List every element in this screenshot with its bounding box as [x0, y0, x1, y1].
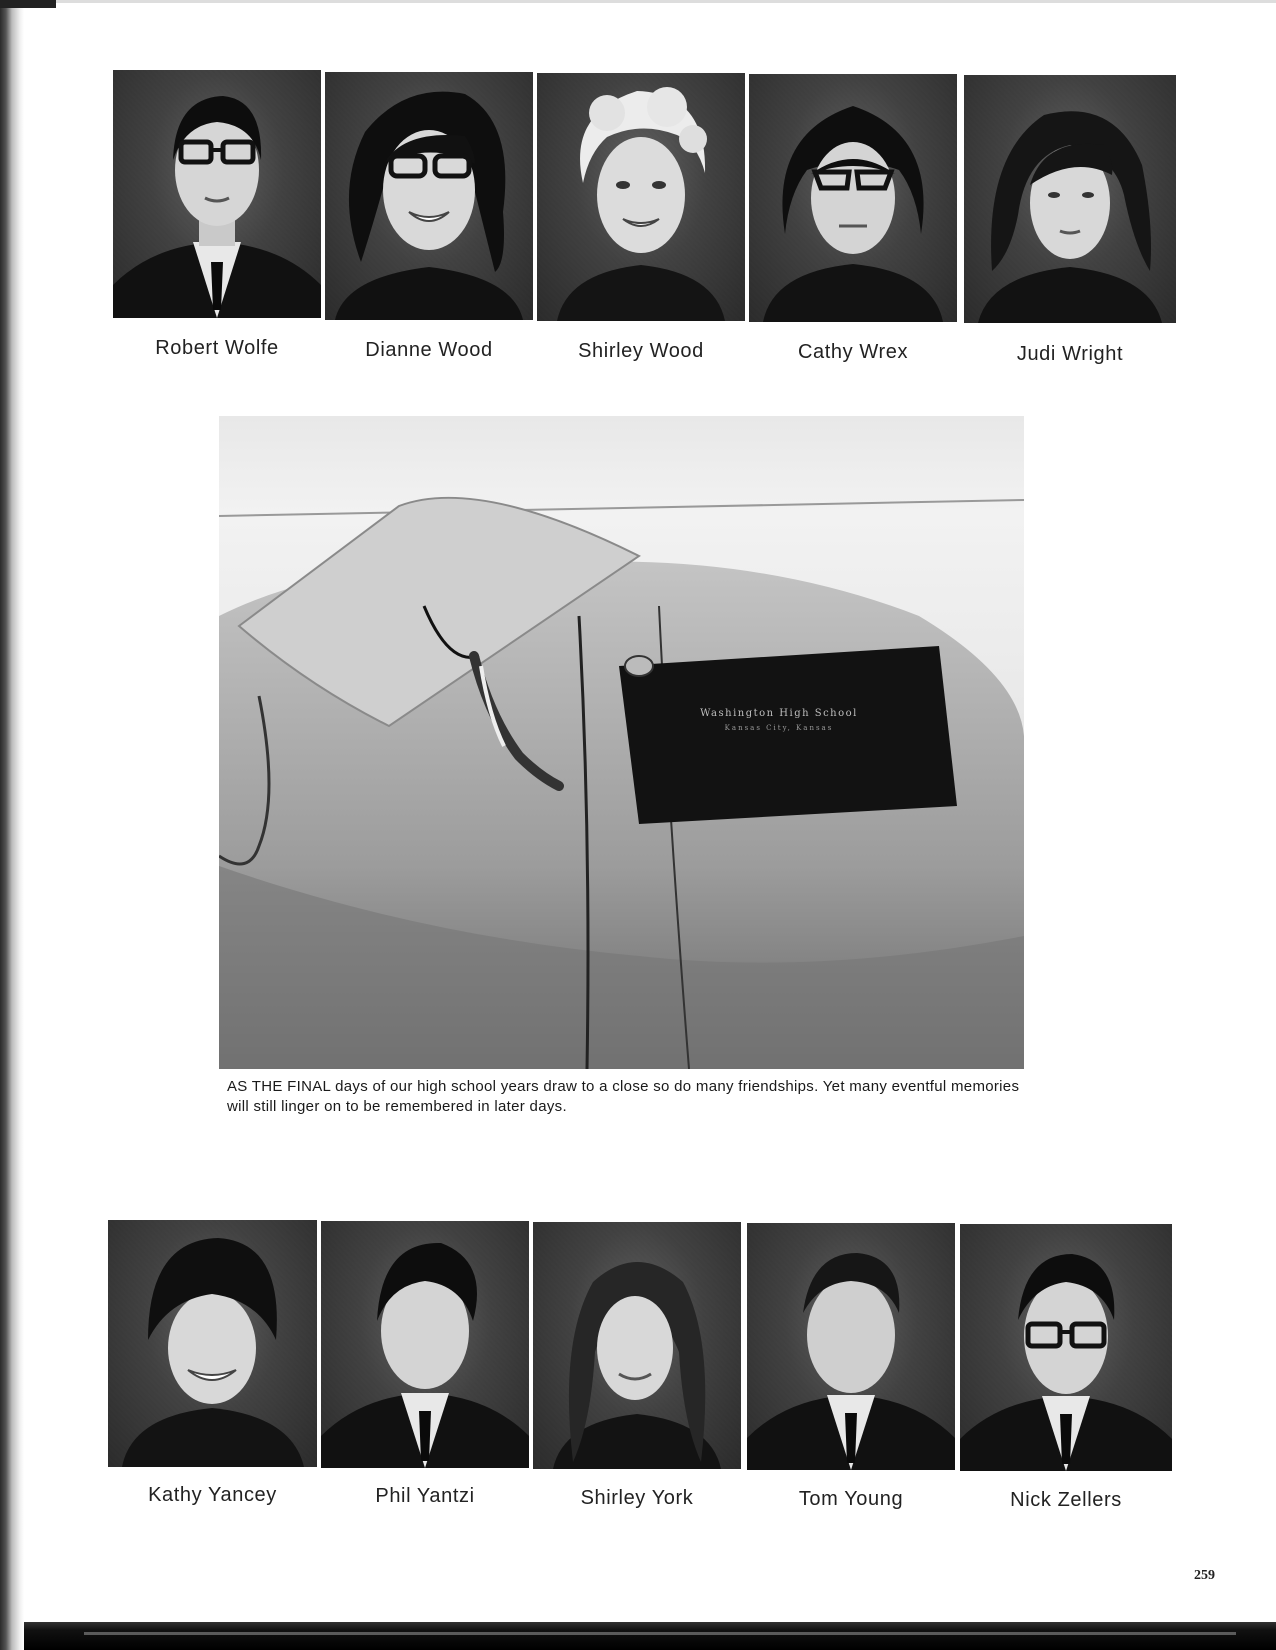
portrait-shirley-wood	[537, 73, 745, 321]
page-gutter	[0, 0, 24, 1650]
graduation-still-life	[219, 416, 1024, 1069]
scan-corner-mark	[0, 0, 56, 8]
student-name: Nick Zellers	[1010, 1489, 1122, 1511]
portrait-phil-yantzi	[321, 1221, 529, 1468]
student-name: Judi Wright	[1016, 343, 1124, 365]
student-name: Shirley Wood	[578, 340, 704, 362]
portrait-robert-wolfe	[113, 70, 321, 318]
scan-top-edge	[56, 0, 1276, 3]
portrait-judi-wright	[964, 75, 1176, 323]
portrait-tom-young	[747, 1223, 955, 1470]
diploma-subtitle: Kansas City, Kansas	[724, 724, 834, 732]
caption-text: days of our high school years draw to a close so do many friendships. Yet many eventful memories will still linger on to be remembered in later days.	[227, 1078, 1020, 1115]
portrait-shirley-york	[533, 1222, 741, 1469]
portrait-cathy-wrex	[749, 74, 957, 322]
scan-bottom-edge	[24, 1622, 1276, 1650]
student-name: Cathy Wrex	[797, 341, 909, 363]
page-number: 259	[1194, 1568, 1215, 1583]
portrait-dianne-wood	[325, 72, 533, 320]
portrait-nick-zellers	[960, 1224, 1172, 1471]
portrait-kathy-yancey	[108, 1220, 317, 1467]
photo-caption	[227, 1077, 1027, 1117]
student-name: Robert Wolfe	[155, 337, 279, 359]
student-name: Kathy Yancey	[148, 1484, 277, 1506]
caption-lead: AS THE FINAL	[227, 1078, 331, 1095]
student-name: Dianne Wood	[365, 339, 493, 361]
graduation-cap-gown-diploma-photo	[219, 416, 1024, 1069]
student-name: Phil Yantzi	[375, 1485, 475, 1507]
diploma-title: Washington High School	[700, 708, 858, 719]
student-name: Shirley York	[580, 1487, 694, 1509]
student-name: Tom Young	[798, 1488, 904, 1510]
